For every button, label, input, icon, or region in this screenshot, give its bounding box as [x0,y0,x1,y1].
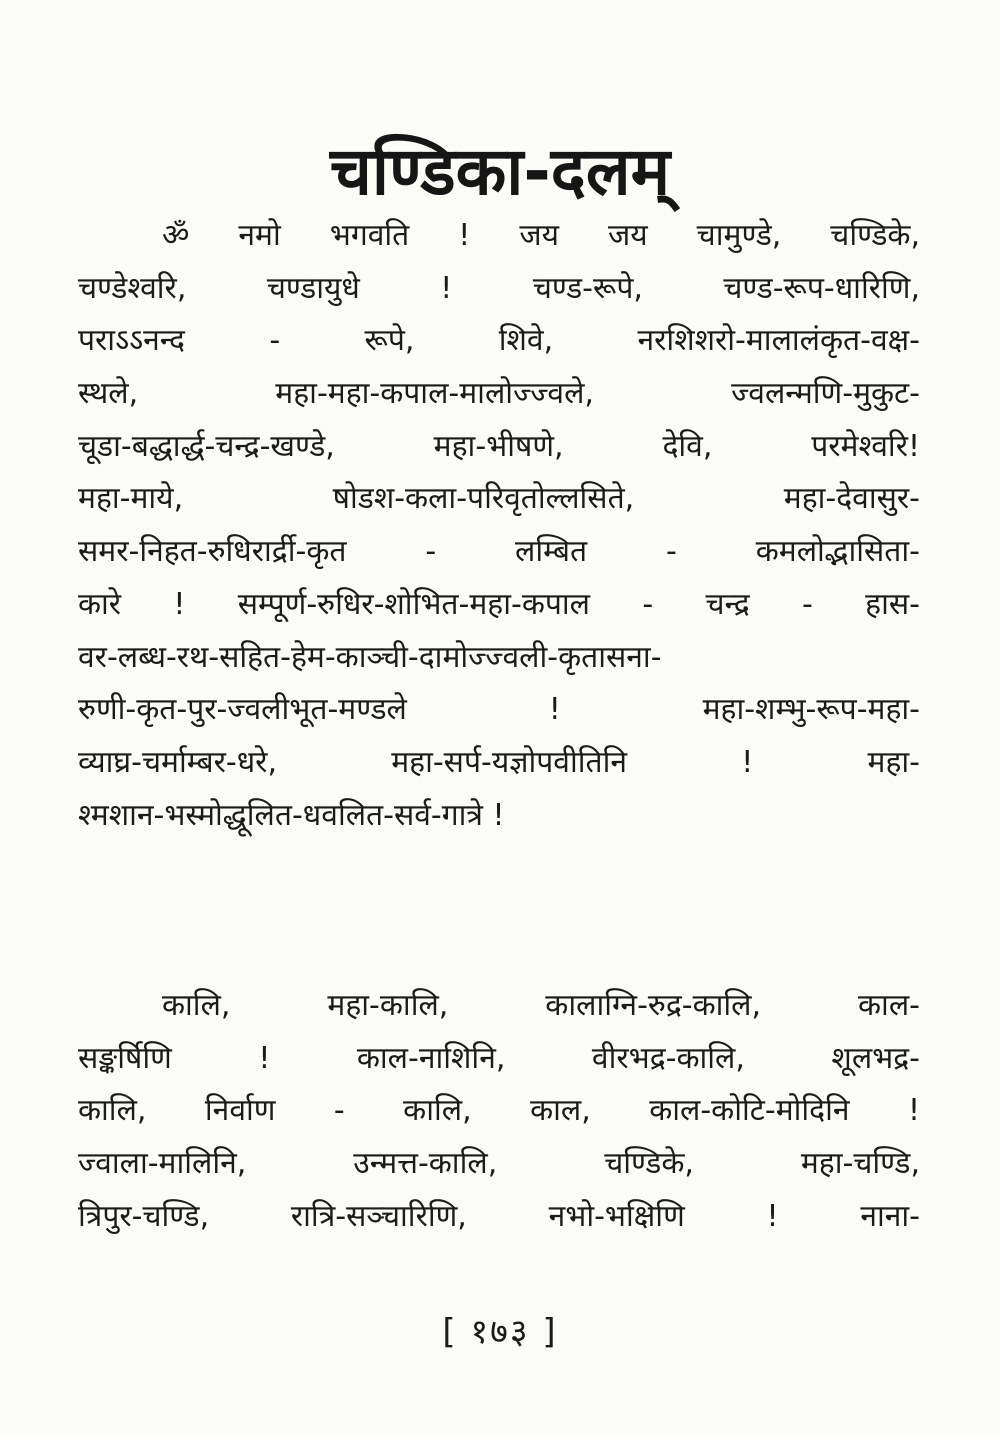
text-line: चण्डेश्वरि, चण्डायुधे ! चण्ड-रूपे, चण्ड-रूप-धारिणि, [78,270,920,306]
text-line: व्याघ्र-चर्माम्बर-धरे, महा-सर्प-यज्ञोपवीतिनि ! महा- [78,744,920,780]
text-line: त्रिपुर-चण्डि, रात्रि-सञ्चारिणि, नभो-भक्षिणि ! नाना- [78,1198,920,1234]
text-line: सङ्कर्षिणि ! काल-नाशिनि, वीरभद्र-कालि, शूलभद्र- [78,1040,920,1076]
text-line: ॐ नमो भगवति ! जय जय चामुण्डे, चण्डिके, [162,218,920,253]
text-line: महा-माये, षोडश-कला-परिवृतोल्लसिते, महा-देवासुर- [78,481,920,517]
page-title: चण्डिका-दलम् [329,133,671,211]
text-line: कारे ! सम्पूर्ण-रुधिर-शोभित-महा-कपाल - चन्द्र - हास- [78,586,920,622]
text-line: ज्वाला-मालिनि, उन्मत्त-कालि, चण्डिके, महा-चण्डि, [78,1146,920,1182]
text-line: रुणी-कृत-पुर-ज्वलीभूत-मण्डले ! महा-शम्भु-रूप-महा- [78,692,920,728]
text-line: श्मशान-भस्मोद्धूलित-धवलित-सर्व-गात्रे ! [78,797,505,833]
text-line: पराऽऽनन्द - रूपे, शिवे, नरशिशरो-मालालंकृत-वक्ष- [78,323,920,359]
paragraph-1 [78,210,920,842]
text-line: कालि, निर्वाण - कालि, काल, काल-कोटि-मोदिनि ! [78,1093,920,1129]
text-line: कालि, महा-कालि, कालाग्नि-रुद्र-कालि, काल- [162,988,920,1023]
text-line: स्थले, महा-महा-कपाल-मालोज्ज्वले, ज्वलन्मणि-मुकुट- [78,376,920,412]
paragraph-2 [78,980,920,1243]
text-line: समर-निहत-रुधिरार्द्री-कृत - लम्बित - कमलोद्भासिता- [78,534,920,570]
page-number: [ १७३ ] [442,1312,558,1352]
text-line: चूडा-बद्धार्द्ध-चन्द्र-खण्डे, महा-भीषणे, देवि, परमेश्वरि! [78,428,920,464]
text-line: वर-लब्ध-रथ-सहित-हेम-काञ्ची-दामोज्ज्वली-कृतासना- [78,639,662,675]
